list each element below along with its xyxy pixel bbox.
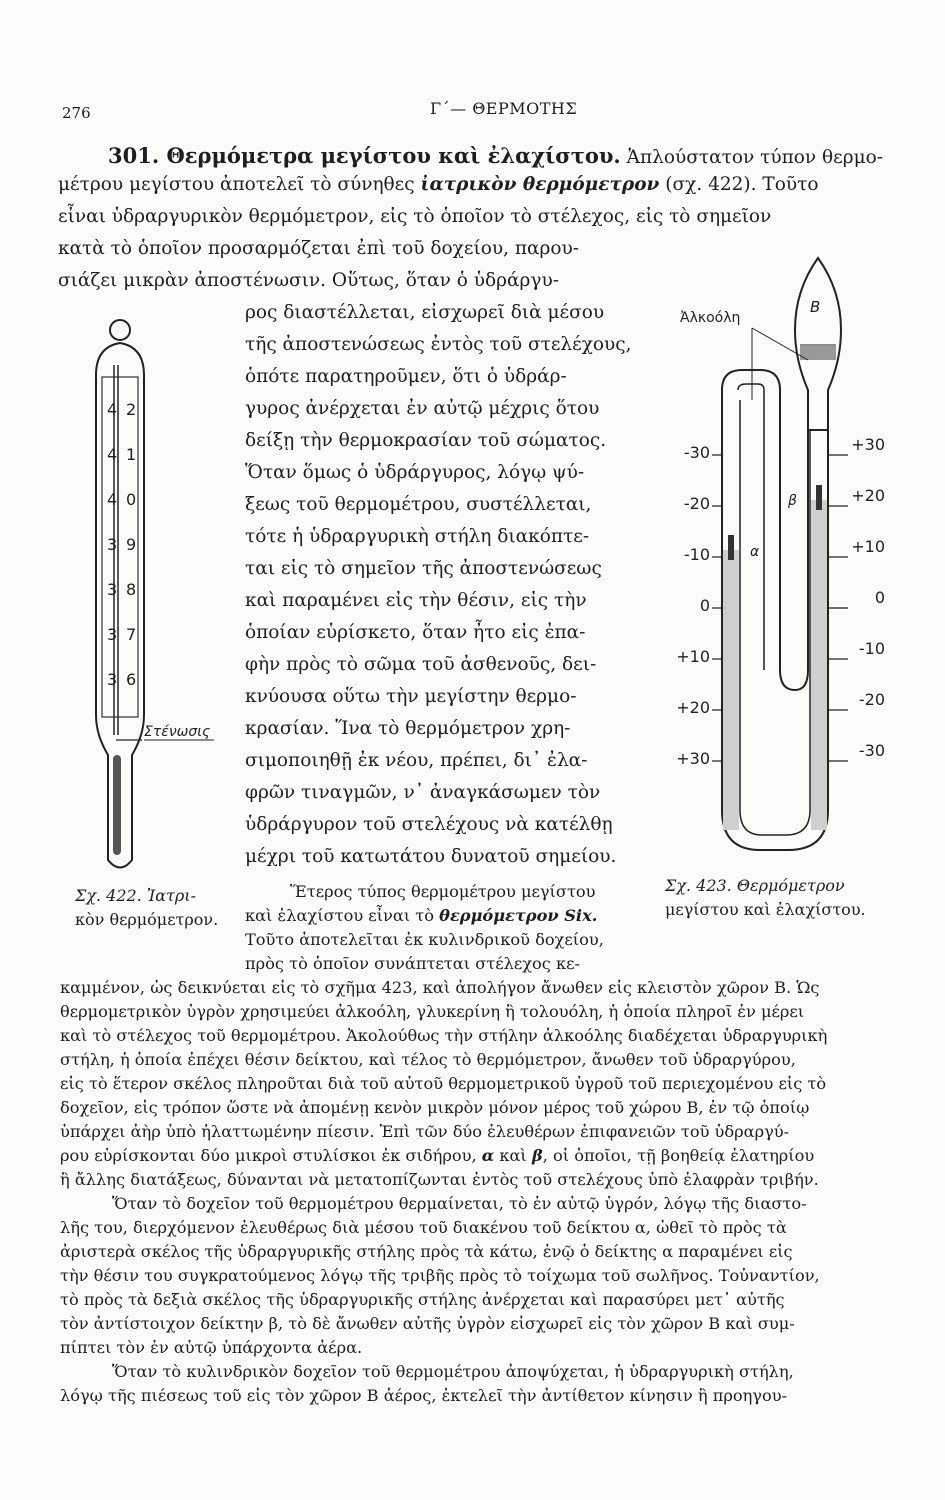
inner-bore — [740, 400, 810, 835]
text-line: ται εἰς τὸ σημεῖον τῆς ἀποστενώσεως — [245, 558, 602, 579]
text-line: Ὅταν τὸ δοχεῖον τοῦ θερμομέτρου θερμαίνεται, τὸ ἐν αὐτῷ ὑγρόν, λόγῳ τῆς διαστο- — [112, 1194, 807, 1213]
text-line: καὶ παραμένει εἰς τὴν θέσιν, εἰς τὴν — [245, 590, 587, 611]
text-line: ἢ ἄλλης διατάξεως, δύνανται νὰ μετατοπίζωνται ἐντὸς τοῦ στελέχους ὑπὸ ἐλαφρὰν τριβήν. — [60, 1170, 819, 1189]
text-fragment: (σχ. 422). Τοῦτο — [665, 174, 819, 195]
figure-422-caption-line2: κὸν θερμόμετρον. — [75, 910, 219, 929]
text-fragment: καὶ ἐλαχίστου εἶναι τὸ — [245, 906, 435, 925]
text-line: κνύουσα οὕτω τὴν μεγίστην θερμο- — [245, 686, 577, 707]
text-fragment: καὶ — [499, 1146, 527, 1165]
hanging-loop — [110, 320, 130, 340]
scale-label: 0 — [874, 588, 885, 607]
text-line: θερμομετρικὸν ὑγρὸν χρησιμεύει ἀλκοόλη, γλυκερίνη ἢ τολουόλη, ἡ ὁποία πληροῖ ἐν μέρει — [60, 1002, 805, 1021]
figure-six-thermometer — [660, 250, 890, 870]
scale-label: +30 — [851, 435, 885, 454]
text-line: κατὰ τὸ ὁποῖον προσαρμόζεται ἐπὶ τοῦ δοχείου, παρου- — [58, 238, 580, 259]
text-line: ὑπάρχει ἀὴρ ὑπὸ ἠλαττωμένην πίεσιν. Ἐπὶ τῶν δύο ἐλευθέρων ἐπιφανειῶν τοῦ ὑδραργύ- — [60, 1122, 790, 1141]
scale-label: +10 — [851, 537, 885, 556]
chapter-title: Γ΄— ΘΕΡΜΟΤΗΣ — [430, 99, 578, 118]
scale-label: +20 — [676, 698, 710, 717]
scale-label: -20 — [858, 690, 885, 709]
scale-label: -10 — [858, 639, 885, 658]
scale-label: 3 — [107, 580, 118, 599]
scale-label: +20 — [851, 486, 885, 505]
text-fragment: ρου εὑρίσκονται δύο μικροὶ στυλίσκοι ἐκ σιδήρου, — [60, 1146, 477, 1165]
text-line: καὶ τὸ στέλεχος τοῦ θερμομέτρου. Ἀκολούθως τὴν στήλην ἀλκοόλης διαδέχεται ὑδραργυρικὴ — [60, 1026, 828, 1045]
text-line: σιάζει μικρὰν ἀποστένωσιν. Οὕτως, ὅταν ὁ ὑδράργυ- — [58, 270, 559, 291]
scale-label: -30 — [683, 443, 710, 462]
left-bore — [738, 384, 764, 670]
text-line: Τοῦτο ἀποτελεῖται ἐκ κυλινδρικοῦ δοχείου, — [245, 930, 604, 949]
text-line: δοχεῖον, εἰς τρόπον ὥστε νὰ ἀπομένῃ κενὸν μικρὸν μόνον μέρος τοῦ χώρου Β, ἐν τῷ ὁποίῳ — [60, 1098, 810, 1117]
text-line: γυρος ἀνέρχεται ἐν αὐτῷ μέχρις ὅτου — [245, 398, 600, 419]
label-b: Β — [810, 298, 821, 316]
term-iatrikon: ἰατρικὸν θερμόμετρον — [420, 174, 660, 195]
text-line: λῆς του, διερχόμενον ἐλευθέρως διὰ μέσου τοῦ διακένου τοῦ δείκτου α, ὠθεῖ τὸ πρὸς τὰ — [60, 1218, 787, 1237]
text-line — [58, 176, 818, 195]
scale-label: -30 — [858, 741, 885, 760]
figure-clinical-thermometer — [82, 315, 242, 880]
text-line: Ὅταν τὸ κυλινδρικὸν δοχεῖον τοῦ θερμομέτρου ἀποψύχεται, ἡ ὑδραργυρικὴ στήλη, — [112, 1362, 794, 1381]
scale-label: 8 — [126, 580, 137, 599]
text-line — [60, 1148, 814, 1164]
mercury-right — [811, 500, 827, 830]
text-fragment: , οἱ ὁποῖοι, τῇ βοηθείᾳ ἐλατηρίου — [542, 1146, 815, 1165]
index-a — [728, 535, 734, 560]
text-line — [108, 145, 883, 168]
scale-label: 9 — [126, 535, 137, 554]
text-line: τὸν ἀντίστοιχον δείκτην β, τὸ δὲ ἄνωθεν αὐτῆς ὑγρὸν εἰσχωρεῖ εἰς τὸν χῶρον Β καὶ συμ- — [60, 1314, 795, 1333]
text-fragment: μέτρου μεγίστου ἀποτελεῖ τὸ σύνηθες — [58, 174, 415, 195]
text-line: στήλη, ἡ ὁποία ἐπέχει θέσιν δείκτου, καὶ τέλος τὸ θερμόμετρον, ἄνωθεν τοῦ ὑδραργύρου, — [60, 1050, 796, 1069]
clinical-thermometer-drawing — [82, 315, 242, 880]
text-line: λόγῳ τῆς πιέσεως τοῦ εἰς τὸν χῶρον Β ἀέρος, ἐκτελεῖ τὴν ἀντίθετον κίνησιν ἢ προηγου- — [60, 1386, 788, 1405]
scale-label: 4 — [107, 400, 118, 419]
page-number: 276 — [62, 104, 91, 122]
text-line: ἀριστερὰ σκέλος τῆς ὑδραργυρικῆς στήλης πρὸς τὰ κάτω, ἐνῷ ὁ δείκτης α παραμένει εἰς — [60, 1242, 793, 1261]
mercury-bulb — [113, 755, 121, 855]
scale-label: -20 — [683, 494, 710, 513]
scale-label: 6 — [126, 670, 137, 689]
scale-label: +30 — [676, 749, 710, 768]
scale-label: 4 — [107, 445, 118, 464]
mercury-left — [723, 550, 739, 830]
text-line: ρος διαστέλλεται, εἰσχωρεῖ διὰ μέσου — [245, 302, 605, 323]
scale-label: 3 — [107, 535, 118, 554]
text-line: τὸ πρὸς τὰ δεξιὰ σκέλος τῆς ὑδραργυρικῆς στήλης ἀνέρχεται καὶ παρασύρει μετ᾿ αὐτῆς — [60, 1290, 785, 1309]
text-line: ὁπότε παρατηροῦμεν, ὅτι ὁ ὑδράρ- — [245, 366, 567, 387]
scale-label: 4 — [107, 490, 118, 509]
text-line: κρασίαν. Ἵνα τὸ θερμόμετρον χρη- — [245, 718, 571, 739]
text-line: ὑδράργυρον τοῦ στελέχους νὰ κατέλθῃ — [245, 814, 613, 835]
alcohol-pointer — [752, 328, 808, 360]
scale-label: -10 — [683, 545, 710, 564]
label-b-small: β — [788, 493, 797, 509]
stenosis-label: Στένωσις — [144, 724, 211, 740]
figure-422-caption-line1: Σχ. 422. Ἰατρι- — [75, 886, 196, 905]
scale-label: 0 — [126, 490, 137, 509]
text-line: πίπτει τὸν ἐν αὐτῷ ὑπάρχοντα ἀέρα. — [60, 1338, 363, 1357]
scale-label: 7 — [126, 625, 137, 644]
label-a-small: α — [750, 544, 760, 560]
text-line: πρὸς τὸ ὁποῖον συνάπτεται στέλεχος κε- — [245, 954, 580, 973]
index-b — [816, 485, 822, 510]
liquid-in-b — [800, 346, 836, 360]
text-line: φὴν πρὸς τὸ σῶμα τοῦ ἀσθενοῦς, δει- — [245, 654, 597, 675]
text-line: φρῶν τιναγμῶν, ν᾿ ἀναγκάσωμεν τὸν — [245, 782, 601, 803]
text-line: Ἕτερος τύπος θερμομέτρου μεγίστου — [290, 882, 596, 901]
letter-b: β — [531, 1146, 543, 1165]
text-line — [245, 908, 597, 924]
text-line: εἶναι ὑδραργυρικὸν θερμόμετρον, εἰς τὸ ὁποῖον τὸ στέλεχος, εἰς τὸ σημεῖον — [58, 206, 772, 227]
scale-label: 3 — [107, 670, 118, 689]
six-thermometer-drawing — [660, 250, 890, 870]
text-line: τὴν θέσιν του συγκρατούμενος λόγῳ τῆς τριβῆς πρὸς τὸ τοίχωμα τοῦ σωλῆνος. Τοὐναντίον, — [60, 1266, 820, 1285]
scale-label: 1 — [126, 445, 137, 464]
text-line: μέχρι τοῦ κατωτάτου δυνατοῦ σημείου. — [245, 846, 617, 867]
scale-label: 3 — [107, 625, 118, 644]
scale-label: 0 — [699, 596, 710, 615]
text-fragment: Ἁπλούστατον τύπον θερμο- — [626, 147, 884, 168]
text-line: τῆς ἀποστενώσεως ἐντὸς τοῦ στελέχους, — [245, 334, 632, 355]
text-line: τότε ἡ ὑδραργυρικὴ στήλη διακόπτε- — [245, 526, 590, 547]
figure-423-caption-line1 — [665, 876, 845, 895]
text-line: ξεως τοῦ θερμομέτρου, συστέλλεται, — [245, 494, 592, 515]
figure-423-caption-line2: μεγίστου καὶ ἐλαχίστου. — [665, 900, 866, 919]
scale-label: 2 — [126, 400, 137, 419]
text-line: καμμένον, ὡς δεικνύεται εἰς τὸ σχῆμα 423, καὶ ἀπολήγον ἄνωθεν εἰς κλειστὸν χῶρον Β. Ὡς — [60, 978, 820, 997]
scale-label: +10 — [676, 647, 710, 666]
reservoir-b — [795, 258, 841, 430]
term-six: θερμόμετρον Six. — [439, 906, 598, 925]
text-line: Ὅταν ὅμως ὁ ὑδράργυρος, λόγῳ ψύ- — [245, 462, 585, 483]
text-line: δείξῃ τὴν θερμοκρασίαν τοῦ σώματος. — [245, 430, 607, 451]
letter-a: α — [481, 1146, 495, 1165]
text-line: σιμοποιηθῇ ἐκ νέου, πρέπει, δι᾿ ἐλα- — [245, 750, 588, 771]
label-alcohol: Ἀλκοόλη — [680, 310, 741, 326]
figure-423-caption-text: Σχ. 423. Θερμόμετρον — [665, 876, 845, 895]
text-line: εἰς τὸ ἕτερον σκέλος πληροῦται διὰ τοῦ αὐτοῦ θερμομετρικοῦ ὑγροῦ τοῦ περιεχομένου εἰς τὸ — [60, 1074, 827, 1093]
section-heading: 301. Θερμόμετρα μεγίστου καὶ ἐλαχίστου. — [108, 143, 621, 168]
text-line: ὁποίαν εὑρίσκετο, ὅταν ἦτο εἰς ἐπα- — [245, 622, 586, 643]
